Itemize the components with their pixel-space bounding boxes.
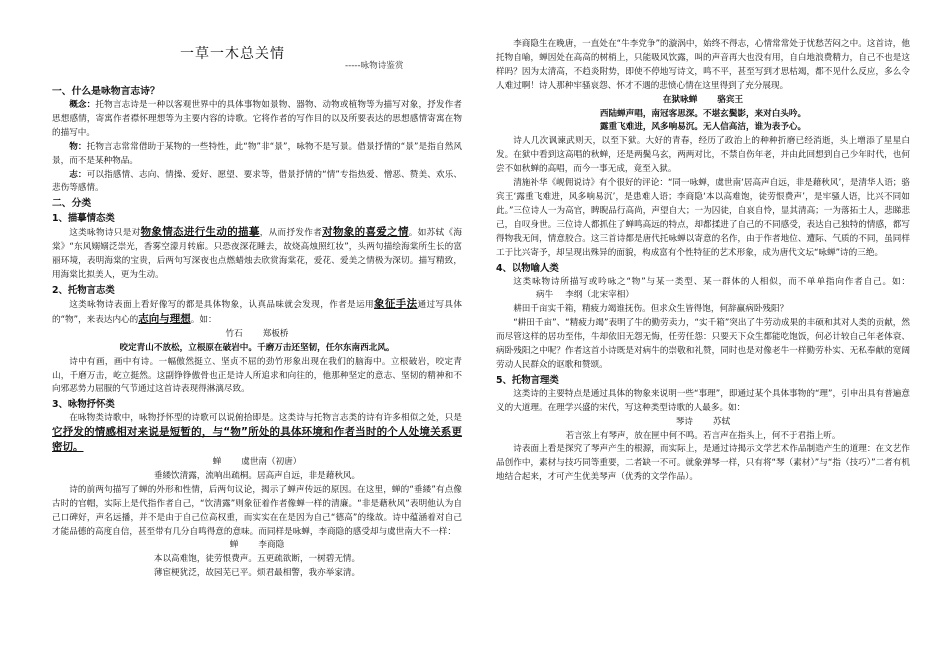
zhi-text: 可以指感情、志向、情操、爱好、愿望、要求等，借景抒情的“情”专指热爱、憎恶、赞美、欢乐、悲伤等感情。 [52,169,462,194]
poem-line: 本以高难饱，徒劳恨费声。五更疏欲断，一树碧无情。 [153,554,361,565]
emphasis-text: 它抒发的情感相对来说是短暂的，与“物”所处的具体环境和作者当时的个人处境关系更密切。 [52,426,462,454]
poem-title: 蝉 [229,540,239,551]
text-run: 这类咏物诗表面上看好像写的都是具体物象，认真品味就会发现，作者是运用 [69,299,375,310]
comparison-paragraph: 清施补华《岘佣说诗》有个很好的评论：“同一咏蝉，虞世南‘居高声自远，非是藉秋风’，是清华人语；骆宾王‘露重飞难进，风多响易沉’，是患难人语；李商隐‘本以高难饱，徒劳恨费声’，是牢骚人语，比兴不同如此。”三位诗人一为高官，睥睨品行高尚，声望自大；一为囚徒，自哀自怜，显其清高；一为落拓士人，悲睇悲己，自叹身世。三位诗人都抓住了蝉鸣高远的特点，却都揉进了自己的不同感受，表达自己独特的情感，都写得物我无间，情意胶合。这三首诗都是唐代托咏蝉以寄意的名作，由于作者地位、遭际、气质的不同，虽同样工于比兴寄予，却呈现出殊异的面貌，构成富有个性特征的艺术形象，成为唐代文坛“咏蝉”诗的三绝。 [496,178,910,258]
category-2-analysis: 诗中有画，画中有诗。一幅傲然挺立、坚贞不屈的劲竹形象出现在我们的脑海中。立根破岩，咬定青山，千磨万击，屹立挺然。这副铮铮傲骨也正是诗人所追求和向往的，他那种坚定的意志、坚韧的精神和不向邪恶势力屈服的气节通过这首诗表现得淋漓尽致。 [52,356,462,395]
poem-author: 李纲（北宋宰相） [565,290,634,301]
poem-lines: 咬定青山不放松，立根原在破岩中。千磨万击还坚韧，任尔东南西北风。 [119,342,395,353]
zhi-label: 志： [69,169,87,180]
zhi-paragraph [52,169,462,197]
poem-line: 西陆蝉声唱，南冠客思深。不堪玄鬓影，来对白头吟。 [599,108,807,119]
poem-lines: 垂緌饮清露，流响出疏桐。居高声自远，非是藉秋风。 [153,470,361,481]
concept-text: 托物言志诗是一种以客观世界中的具体事物如景物、器物、动物或植物等为描写对象，抒发作者思想感情，寄寓作者襟怀理想等为主要内容的诗歌。它将作者的写作目的以及所要表达的思想感情寄寓在物的描写中。 [52,100,462,138]
poem-author: 骆宾王 [717,94,744,105]
section-heading-what: 一、什么是咏物言志诗？ [52,86,160,97]
wu-paragraph [52,141,462,169]
poem-lines: 耕田千亩实千箱，精疲力竭谁抚伤。但求众生皆得饱，何辞赢病卧残阳？ [513,304,789,315]
wu-label: 物： [69,141,87,152]
poem-title: 病牛 [536,290,554,301]
category-3-analysis: 诗的前两句描写了蝉的外形和性情，后两句议论，揭示了蝉声传远的原因。在这里，蝉的“垂緌”有点像古时的官帽，实际上是代指作者自己，“饮清露”则象征着作者像蝉一样的清廉。“非是藉秋风”表明他认为自己口碑好，声名远播，并不是由于自己位高权重，而实实在在是因为自己“德高”的缘故。诗中蕴涵着对自己才能品德的高度自信，甚至带有几分自鸣得意的意味。而同样是咏蝉，李商隐的感受却与虞世南大不一样： [52,484,463,537]
poem-author: 郑板桥 [262,328,289,339]
poem-author: 李商隐 [258,540,285,551]
page-subtitle: -----咏物诗鉴赏 [345,61,404,71]
poem-heading [52,456,462,470]
emphasis-text: 对物象的喜爱之情 [322,226,409,239]
text-run: 这类咏物诗只是对 [69,228,141,239]
poem-title: 蝉 [212,457,222,468]
category-2-paragraph [52,298,462,328]
emphasis-text: 物象情态进行生动的描摹 [140,226,260,239]
text-run: 这类咏物诗所描写或吟咏之“物”与某一类型、某一群体的人相似，而不单单指向作者自己。如： [513,276,910,287]
category-5-analysis: 诗表面上看是探究了琴声产生的根源，而实际上，是通过诗揭示文学艺术作品制造产生的道理：在文艺作品创作中，素材与技巧同等重要，二者缺一不可。就象弹琴一样，只有将“琴（素材）”与“指（技巧）”二者有机地结合起来，才可产生优美琴声（优秀的文学作品）。 [496,444,910,483]
category-heading-3: 3、咏物抒怀类 [52,399,115,411]
poem-heading [52,539,462,553]
category-5-paragraph: 这类诗的主要特点是通过具体的物象来说明一些“事理”，即通过某个具体事物的“理”，引申出具有普遍意义的大道理。在理学兴盛的宋代，写这种类型诗歌的人最多。如： [496,388,910,413]
poem-line: 露重飞难进，风多响易沉。无人信高洁，谁为表予心。 [599,122,807,133]
concept-paragraph [52,99,462,141]
wu-text: 托物言志常常借助于某物的一些特性，此“物”非“景”，咏物不是写景。借景抒情的“景”是指自然风景，而不是某种物品。 [52,141,462,166]
text-run: ，从而抒发作者 [259,228,323,239]
category-heading-1: 1、描摹情态类 [52,213,115,225]
poem-lines: 若言弦上有琴声，放在匣中何不鸣。若言声在指头上，何不于君指上听。 [565,430,841,441]
li-shangyin-analysis: 李商隐生在晚唐，一直处在“牛李党争”的漩涡中，始终不得志，心情常常处于忧愁苦闷之中。这首诗，他托物自喻，蝉因处在高高的树梢上，只能吸风饮露，叫的声音再大也没有用，自白地浪费精力，自己不也是这样吗？因为太清高，不趋炎附势，即使不停地写诗文，鸣不平，甚至写到才思枯竭，都不见什么反应，多么令人难过啊！诗人那种牢骚哀怨、怀才不遇的悲愤心情在这里得到了充分展现。 [496,39,910,91]
section-heading-categories: 二、分类 [52,198,92,210]
poem-heading [496,416,910,430]
text-run: 在咏物类诗歌中，咏物抒怀型的诗歌可以说俯拾即是。这类诗与托物言志类的诗有许多相似之处，只是 [69,413,462,424]
right-column [496,38,910,485]
poem-author: 虞世南（初唐） [241,457,302,468]
emphasis-text: 象征手法 [374,297,418,310]
poem-author: 苏轼 [713,416,731,427]
category-4-analysis: “耕田千亩”、“精疲力竭”表明了牛的勤劳卖力，“实千箱”突出了牛劳动成果的丰硕和其对人类的贡献，然而尽管这样的居功至伟，牛却依旧无怨无悔，任劳任怨：只要天下众生都能吃饱饭，何必计较自己年老体衰、病卧残阳之中呢？作者这首小诗既是对病牛的崇敬和礼赞，同时也是对像老牛一样勤劳朴实、无私奉献的宽阔劳动人民群众的讴歌和赞颂。 [496,318,910,370]
poem-line: 薄宦梗犹泛，故园芜已平。烦君最相警，我亦举家清。 [153,568,361,579]
poem-title: 琴诗 [675,416,693,427]
luo-binwang-analysis: 诗人几次讽谏武则天，以至下狱。大好的青春，经历了政治上的种种折磨已经消逝，头上增添了星星白发。在狱中看到这高唱的秋蝉，还是两鬓乌玄，两两对比，不禁自伤年老，并由此回想到自己少年时代，也何尝不如秋蝉的高唱，而今一事无成，竟至入狱。 [496,136,910,175]
text-run: 。如： [190,314,217,325]
page-title: 一草一木总关情 [180,46,285,62]
concept-label: 概念： [69,100,96,110]
category-heading-2: 2、托物言志类 [52,284,115,296]
poem-title: 竹石 [225,328,243,339]
category-1-paragraph [52,226,462,283]
left-column [52,84,462,581]
category-3-paragraph [52,412,462,456]
poem-title: 在狱咏蝉 [662,94,698,105]
text-run: 。如苏轼《海棠》“东风嫋嫋泛崇光，香雾空濛月转廊。只恐夜深花睡去，故烧高烛照红妆”，头两句描绘海棠所生长的富丽环境，表明海棠的宝贵，后两句写深夜也点燃蜡烛去欣赏海棠花，爱花、爱美之情极为深切。描写精致，用海棠比拟美人，更为生动。 [52,228,462,281]
emphasis-text: 志向与理想 [138,312,191,325]
category-heading-4: 4、以物喻人类 [496,262,559,274]
text-run: 通过写具体的“物”，来表达内心的 [52,299,462,325]
category-heading-5: 5、托物言理类 [496,374,559,386]
category-4-paragraph [496,276,910,304]
poem-heading [52,328,462,342]
poem-heading [496,94,910,108]
